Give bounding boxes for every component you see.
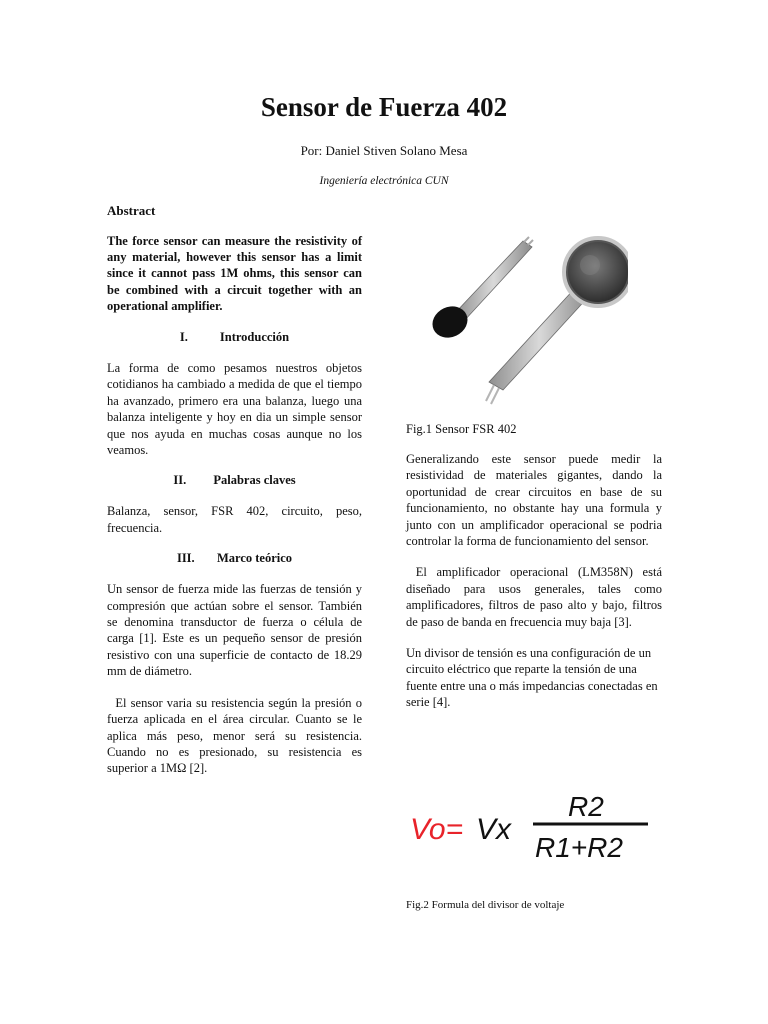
figure-1-caption: Fig.1 Sensor FSR 402 (406, 422, 517, 436)
formula-numerator: R2 (568, 791, 604, 822)
paragraph: Generalizando este sensor puede medir la resistividad de materiales gigantes, dando la oportunidad de crear circuitos en base de su funcionamiento, no obstante hay una formula y junto con un amplificador operacional se podria controlar la forma de funcionamiento del sensor. (406, 452, 662, 549)
section-heading-marco-teorico (107, 551, 362, 566)
paragraph: La forma de como pesamos nuestros objetos cotidianos ha cambiado a medida de que el tiempo ha avanzado, primero era una balanza, luego una balanza inteligente y hoy en dia un simple sensor que nos ayuda en muchas cosas aunque no los veamos. (107, 361, 362, 458)
paper-title: Sensor de Fuerza 402 (260, 92, 508, 122)
section-number: I. (179, 330, 188, 345)
author-line: Por: Daniel Stiven Solano Mesa (300, 143, 468, 158)
formula-vo: Vo= (410, 813, 464, 846)
section-heading-introduccion (107, 330, 362, 345)
section-title: Introducción (219, 330, 290, 345)
abstract-text: The force sensor can measure the resistivity of any material, however this sensor has a limit since it cannot pass 1M ohms, this sensor can be combined with a circuit together with an operational amplifier. (107, 234, 362, 313)
paragraph: Un divisor de tensión es una configuración de un circuito eléctrico que reparte la tensión de una fuente entre una o más impedancias conectadas en serie [4]. (406, 646, 658, 710)
abstract-heading: Abstract (107, 203, 156, 218)
section-heading-palabras-claves (107, 473, 362, 488)
paragraph: Balanza, sensor, FSR 402, circuito, peso, frecuencia. (107, 504, 362, 535)
paragraph: Un sensor de fuerza mide las fuerzas de tensión y compresión que actúan sobre el sensor. También se denomina transductor de fuerza o célula de carga [1]. Este es un pequeño sensor de presión resistivo con una superficie de contacto de 18.29 mm de diámetro. (107, 582, 362, 679)
right-column (406, 225, 666, 726)
paragraph: El amplificador operacional (LM358N) está diseñado para usos generales, tales como amplificadores, filtros de paso alto y bajo, filtros de paso de banda en frecuencia muy baja [3]. (406, 565, 666, 629)
section-number: II. (173, 473, 187, 488)
figure-2-caption: Fig.2 Formula del divisor de voltaje (406, 899, 565, 911)
paragraph: El sensor varia su resistencia según la presión o fuerza aplicada en el área circular. Cuanto se le aplica más peso, menor será su resistencia. Cuando no es presionado, su resistencia es superior a 1MΩ [2]. (107, 695, 366, 776)
section-title: Palabras claves (213, 473, 296, 488)
affiliation-line: Ingeniería electrónica CUN (319, 175, 449, 187)
formula-vx: Vx (476, 813, 512, 846)
section-title: Marco teórico (216, 551, 293, 566)
section-number: III. (176, 551, 195, 566)
fsr-sensor-image (428, 225, 628, 420)
formula-denominator: R1+R2 (535, 832, 623, 863)
voltage-divider-formula (408, 778, 658, 888)
left-column (107, 203, 366, 792)
